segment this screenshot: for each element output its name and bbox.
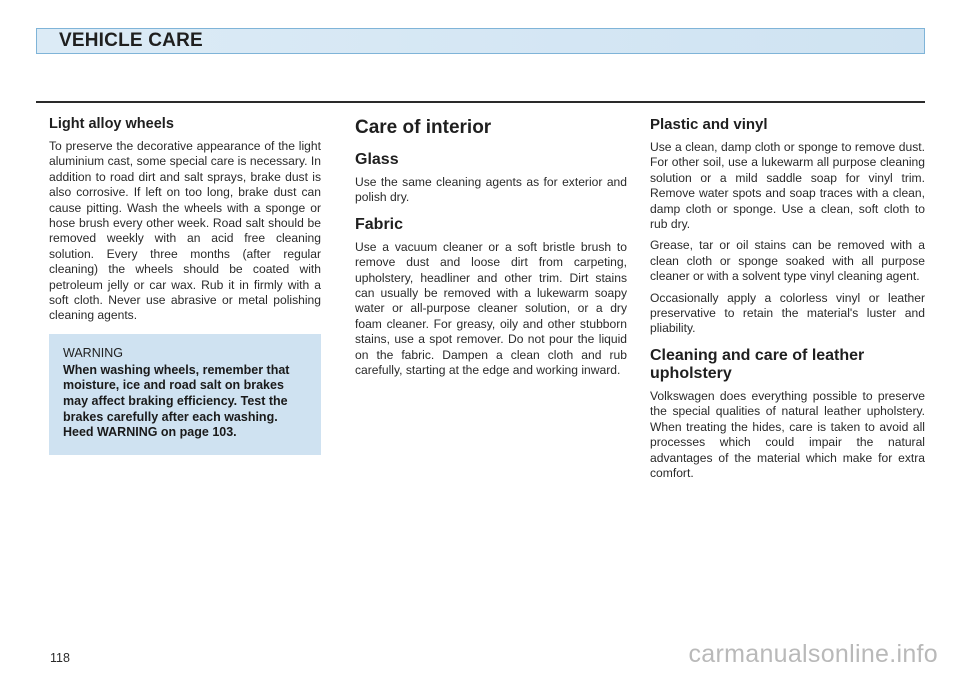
watermark: carmanualsonline.info xyxy=(688,640,938,668)
section-header-bar xyxy=(36,28,925,54)
warning-box xyxy=(49,334,321,455)
column-wheels xyxy=(49,116,321,455)
column-plastic-leather xyxy=(650,116,925,487)
plastic-paragraph-2: Grease, tar or oil stains can be removed with a clean cloth or sponge soaked with all purpose cleaner or with a solvent type vinyl cleaning agent. xyxy=(650,238,925,284)
heading-care-of-interior: Care of interior xyxy=(355,117,492,138)
heading-glass: Glass xyxy=(355,151,399,168)
heading-fabric: Fabric xyxy=(355,215,404,233)
heading-light-alloy-wheels: Light alloy wheels xyxy=(49,116,174,132)
heading-leather-upholstery: Cleaning and care of leather upholstery xyxy=(650,346,865,382)
horizontal-rule xyxy=(36,101,925,103)
wheels-paragraph: To preserve the decorative appearance of the light aluminium cast, some special care is necessary. In addition to road dirt and salt sprays, brake dust is also corrosive. If left on too long, brake dust can cause pitting. Wash the wheels with a sponge or hose brush every other week. Road salt should be removed weekly with an acid free cleaning solution. Every three months (after regular cleaning) the wheels should be coated with petroleum jelly or car wax. Rub it in firmly with a soft cloth. Never use abrasive or metal polishing cleaning agents. xyxy=(49,139,321,323)
page-number: 118 xyxy=(50,651,70,665)
fabric-paragraph: Use a vacuum cleaner or a soft bristle brush to remove dust and loose dirt from carpeting, upholstery, headliner and other trim. Dirt stains can usually be removed with a lukewarm soapy water or all-purpose cleaner solution, or a dry foam cleaner. For greasy, oily and other stubborn stains, use a spot remover. Do not pour the liquid on the fabric. Dampen a clean cloth and rub carefully, starting at the edge and working inward. xyxy=(355,239,627,378)
section-title: VEHICLE CARE xyxy=(59,30,203,51)
glass-paragraph: Use the same cleaning agents as for exterior and polish dry. xyxy=(355,175,627,205)
plastic-paragraph-1: Use a clean, damp cloth or sponge to remove dust. For other soil, use a lukewarm all purpose cleaning solution or a mild saddle soap for vinyl trim. Remove water spots and soap traces with a clean, damp cloth or sponge. Use a clean, soft cloth to rub dry. xyxy=(650,140,925,232)
warning-text: When washing wheels, remember that moisture, ice and road salt on brakes may affect braking efficiency. Test the brakes carefully after each washing. Heed WARNING on page 103. xyxy=(63,362,290,440)
warning-title: WARNING xyxy=(63,345,123,360)
plastic-paragraph-3: Occasionally apply a colorless vinyl or leather preservative to retain the material's luster and pliability. xyxy=(650,290,925,336)
leather-paragraph: Volkswagen does everything possible to preserve the special qualities of natural leather upholstery. When treating the hides, care is taken to avoid all processes which could impair the natural advantages of the material which make for extra comfort. xyxy=(650,388,925,480)
column-interior xyxy=(355,116,627,384)
heading-plastic-and-vinyl: Plastic and vinyl xyxy=(650,116,768,133)
